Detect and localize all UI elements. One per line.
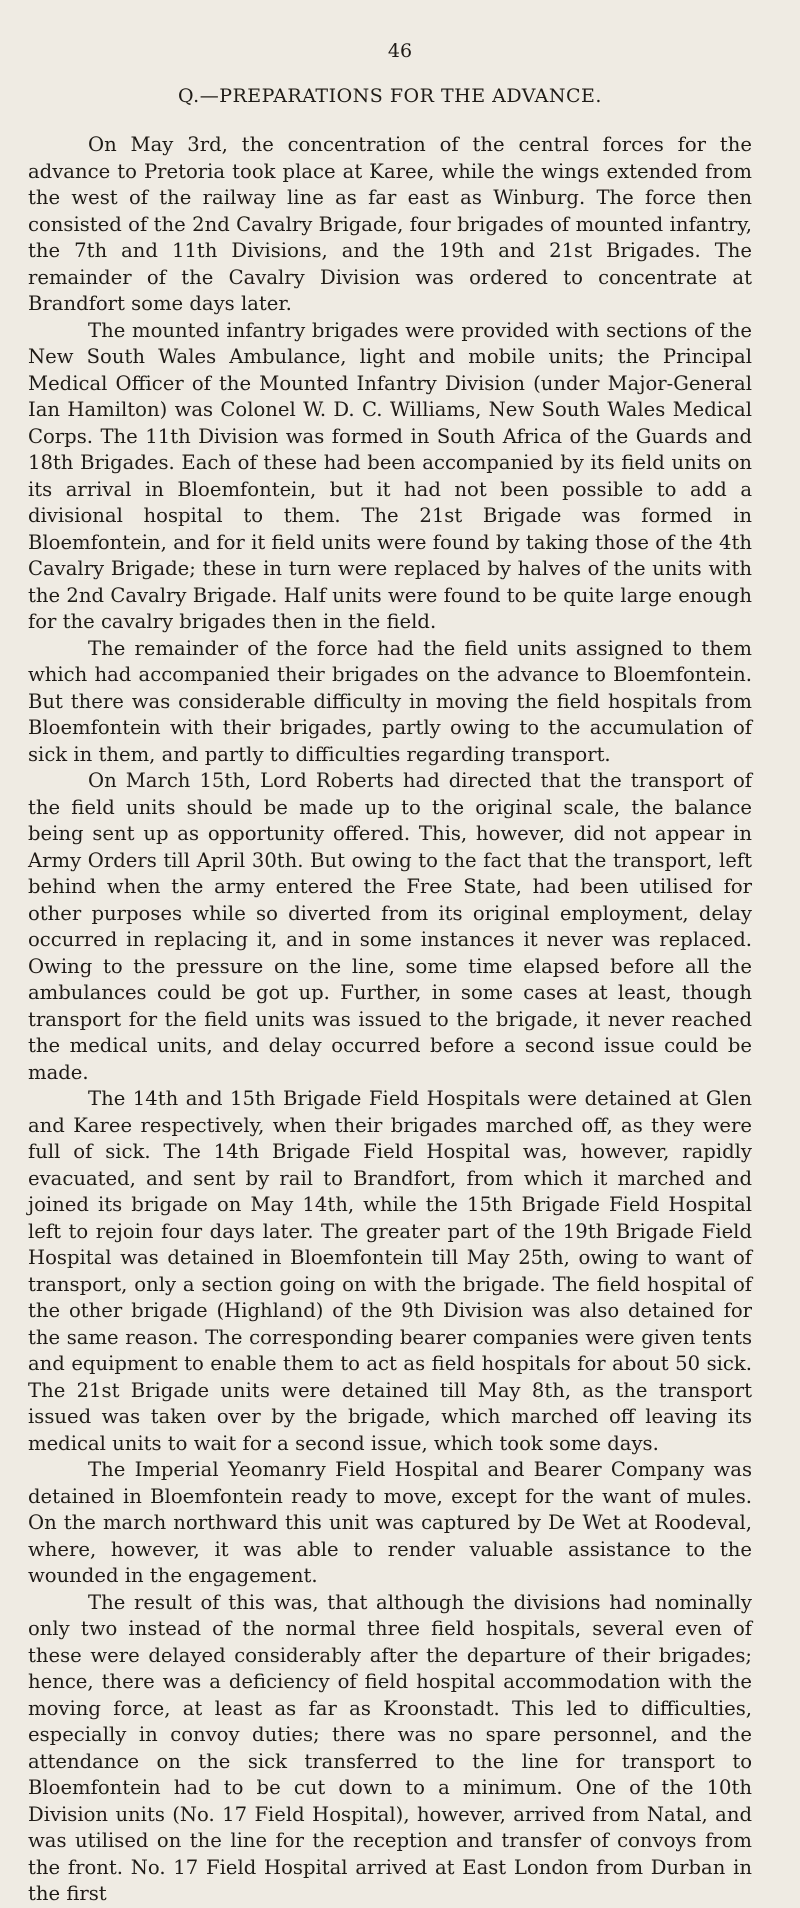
paragraph-1: On May 3rd, the concentration of the central forces for the advance to Pretoria took place at Karee, while the wings extended from the west of the railway line as far east as Winburg. The force then consisted of the 2nd Cavalry Brigade, four brigades of mounted infantry, the 7th and 11th Divisions, and the 19th and 21st Brigades. The remainder of the Cavalry Division was ordered to concentrate at Brandfort some days later. xyxy=(28,133,752,315)
paragraph-5: The 14th and 15th Brigade Field Hospitals were detained at Glen and Karee respectively, when their brigades marched off, as they were full of sick. The 14th Brigade Field Hospital was, however, rapidly evacuated, and sent by rail to Brandfort, from which it marched and joined its brigade on May 14th, while the 15th Brigade Field Hospital left to rejoin four days later. The greater part of the 19th Brigade Field Hospital was detained in Bloemfontein till May 25th, owing to want of transport, only a section going on with the brigade. The field hospital of the other brigade (Highland) of the 9th Division was also detained for the same reason. The corresponding bearer companies were given tents and equipment to enable them to act as field hospitals for about 50 sick. The 21st Brigade units were detained till May 8th, as the transport issued was taken over by the brigade, which marched off leaving its medical units to wait for a second issue, which took some days. xyxy=(28,1087,752,1455)
section-heading: Q.—PREPARATIONS FOR THE ADVANCE. xyxy=(178,85,602,107)
paragraph-3: The remainder of the force had the field units assigned to them which had accompanied their brigades on the advance to Bloemfontein. But there was considerable difficulty in moving the field hospitals from Bloemfontein with their brigades, partly owing to the accumulation of sick in them, and partly to difficulties regarding transport. xyxy=(28,636,752,766)
paragraph-7: The result of this was, that although the divisions had nominally only two instead of the normal three field hospitals, several even of these were delayed considerably after the departure of their brigades; hence, there was a deficiency of field hospital accommodation with the moving force, at least as far as Kroonstadt. This led to difficulties, especially in convoy duties; there was no spare personnel, and the attendance on the sick transferred to the line for transport to Bloemfontein had to be cut down to a minimum. One of the 10th Division units (No. 17 Field Hospital), however, arrived from Natal, and was utilised on the line for the reception and transfer of convoys from the front. No. 17 Field Hospital arrived at East London from Durban in the first xyxy=(28,1590,752,1905)
page-number: 46 xyxy=(387,40,413,62)
paragraph-2: The mounted infantry brigades were provided with sections of the New South Wales Ambulance, light and mobile units; the Principal Medical Officer of the Mounted Infantry Division (under Major-General Ian Hamilton) was Colonel W. D. C. Williams, New South Wales Medical Corps. The 11th Division was formed in South Africa of the Guards and 18th Brigades. Each of these had been accompanied by its field units on its arrival in Bloemfontein, but it had not been possible to add a divisional hospital to them. The 21st Brigade was formed in Bloemfontein, and for it field units were found by taking those of the 4th Cavalry Brigade; these in turn were replaced by halves of the units with the 2nd Cavalry Brigade. Half units were found to be quite large enough for the cavalry brigades then in the field. xyxy=(28,318,752,633)
paragraph-4: On March 15th, Lord Roberts had directed that the transport of the field units should be made up to the original scale, the balance being sent up as opportunity offered. This, however, did not appear in Army Orders till April 30th. But owing to the fact that the transport, left behind when the army entered the Free State, had been utilised for other purposes while so diverted from its original employment, delay occurred in replacing it, and in some instances it never was replaced. Owing to the pressure on the line, some time elapsed before all the ambulances could be got up. Further, in some cases at least, though transport for the field units was issued to the brigade, it never reached the medical units, and delay occurred before a second issue could be made. xyxy=(28,769,752,1084)
body-text xyxy=(28,132,752,1908)
paragraph-6: The Imperial Yeomanry Field Hospital and Bearer Company was detained in Bloemfontein ready to move, except for the want of mules. On the march northward this unit was captured by De Wet at Roodeval, where, however, it was able to render valuable assistance to the wounded in the engagement. xyxy=(28,1458,752,1587)
